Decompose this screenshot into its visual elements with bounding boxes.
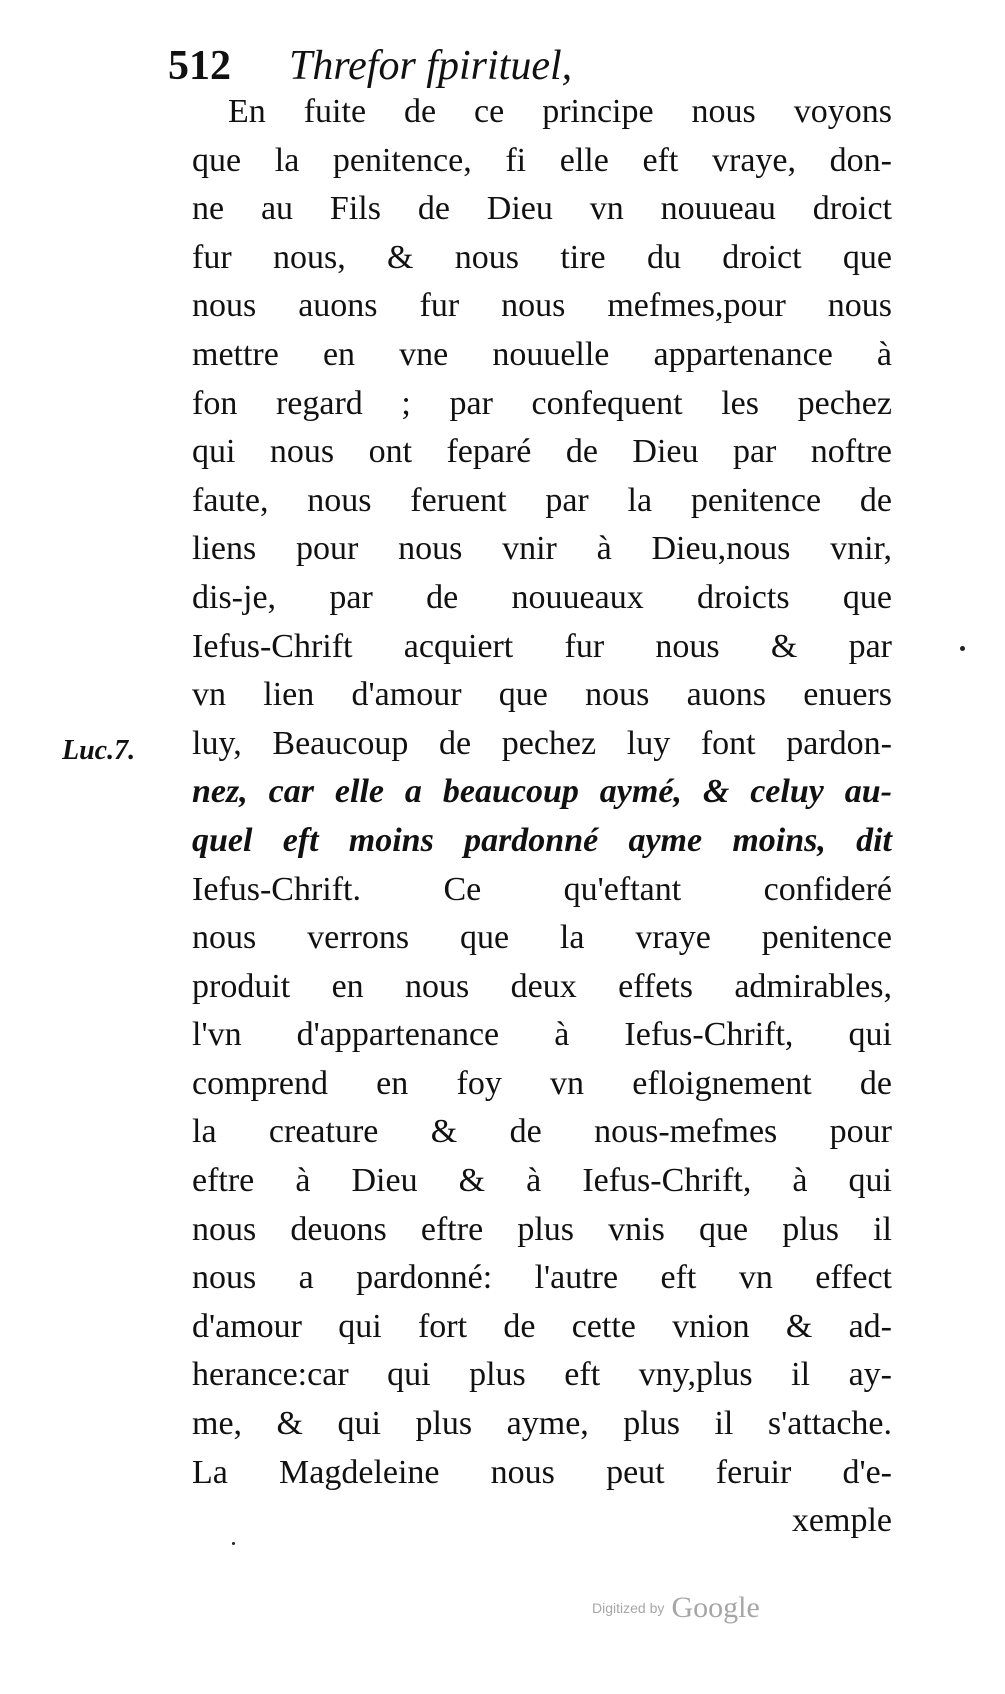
text-line: dis-je, par de nouueaux droicts que (192, 578, 892, 616)
text-line: eftre à Dieu & à Iefus-Chrift, à qui (192, 1162, 892, 1200)
text-line: liens pour nous vnir à Dieu,nous vnir, (192, 530, 892, 568)
google-logo: Google (671, 1591, 760, 1624)
digitized-watermark (592, 1591, 760, 1625)
text-line: luy, Beaucoup de pechez luy font pardon- (192, 724, 892, 762)
text-line: nous deuons eftre plus vnis que plus il (192, 1210, 892, 1248)
ink-speck (232, 1542, 235, 1545)
ink-speck (960, 646, 965, 651)
text-line: nous verrons que la vraye penitence (192, 919, 892, 957)
text-line: herance:car qui plus eft vny,plus il ay- (192, 1356, 892, 1394)
text-line: La Magdeleine nous peut feruir d'e- (192, 1453, 892, 1491)
text-line: la creature & de nous-mefmes pour (192, 1113, 892, 1151)
text-line: ne au Fils de Dieu vn nouueau droict (192, 190, 892, 228)
catchword: xemple (791, 1502, 892, 1540)
text-line-quotation: nez, car elle a beaucoup aymé, & celuy au- (192, 773, 892, 811)
text-line: vn lien d'amour que nous auons enuers (192, 676, 892, 714)
text-line: fur nous, & nous tire du droict que (192, 238, 892, 276)
running-title: Threfor fpirituel, (289, 43, 573, 89)
text-line: fon regard ; par confequent les pechez (192, 384, 892, 422)
text-line: me, & qui plus ayme, plus il s'attache. (192, 1405, 892, 1443)
text-line: produit en nous deux effets admirables, (192, 967, 892, 1005)
text-line: qui nous ont feparé de Dieu par noftre (192, 433, 892, 471)
page-number: 512 (168, 43, 231, 89)
text-line: faute, nous feruent par la penitence de (192, 481, 892, 519)
text-line: que la penitence, fi elle eft vraye, don- (192, 141, 892, 179)
text-line: Iefus-Chrift acquiert fur nous & par (192, 627, 892, 665)
margin-reference: Luc.7. (62, 735, 136, 766)
text-line: nous auons fur nous mefmes,pour nous (192, 287, 892, 325)
text-line: nous a pardonné: l'autre eft vn effect (192, 1259, 892, 1297)
text-line: l'vn d'appartenance à Iefus-Chrift, qui (192, 1016, 892, 1054)
body-text (192, 88, 892, 1546)
digitized-by-label: Digitized by (592, 1600, 665, 1616)
text-line-quotation: quel eft moins pardonné ayme moins, dit (192, 821, 892, 859)
page-header (168, 38, 728, 94)
text-line: En fuite de ce principe nous voyons (228, 93, 892, 130)
text-line: d'amour qui fort de cette vnion & ad- (192, 1307, 892, 1345)
text-line: comprend en foy vn efloignement de (192, 1064, 892, 1102)
text-line: mettre en vne nouuelle appartenance à (192, 335, 892, 373)
text-line: Iefus-Chrift. Ce qu'eftant confideré (192, 870, 892, 908)
